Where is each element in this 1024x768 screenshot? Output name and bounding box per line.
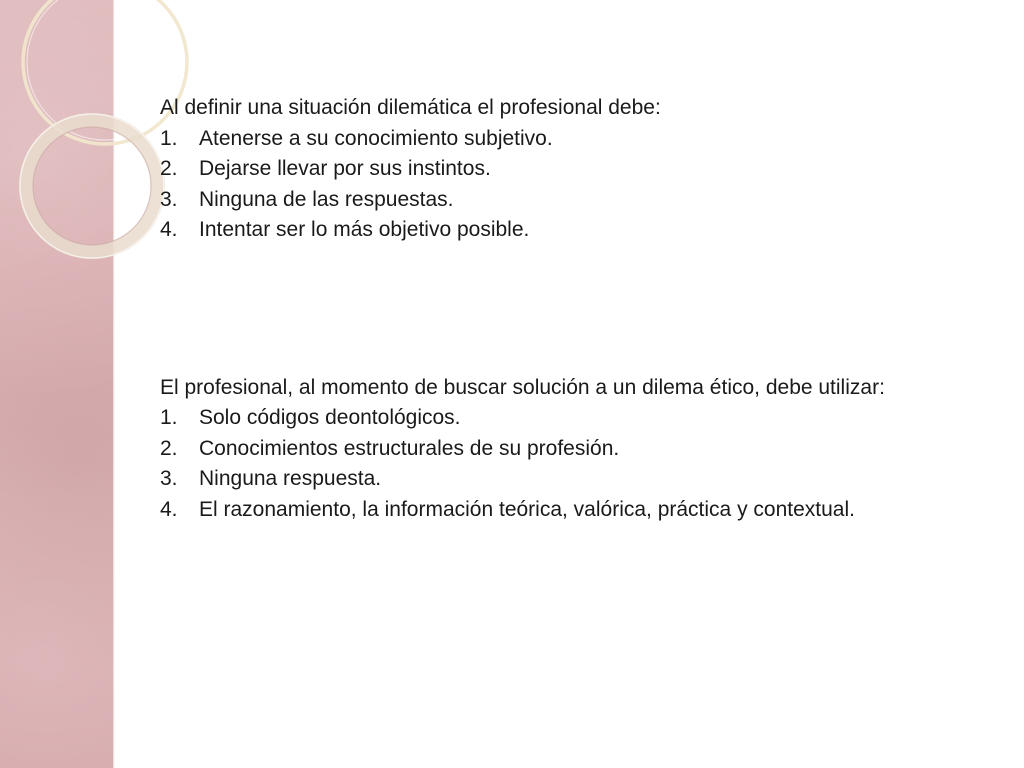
- option-item: [160, 215, 980, 246]
- option-number: 4.: [160, 218, 178, 241]
- option-number: 2.: [160, 436, 178, 460]
- option-item: [160, 464, 980, 495]
- option-number: 1.: [160, 126, 178, 150]
- question-1-options: [160, 124, 980, 246]
- option-text: Ninguna de las respuestas.: [199, 187, 454, 211]
- question-1: [160, 93, 980, 246]
- option-text: Solo códigos deontológicos.: [199, 406, 461, 429]
- option-number: 3.: [160, 187, 178, 211]
- option-item: [160, 403, 980, 434]
- slide-content: [160, 93, 980, 525]
- option-number: 3.: [160, 467, 178, 490]
- question-2-prompt: El profesional, al momento de buscar solución a un dilema ético, debe utilizar:: [160, 375, 885, 399]
- option-text: Atenerse a su conocimiento subjetivo.: [199, 126, 553, 150]
- option-item: [160, 495, 980, 526]
- option-item: [160, 124, 980, 155]
- option-number: 1.: [160, 406, 178, 429]
- option-item: [160, 185, 980, 216]
- option-text: El razonamiento, la información teórica, valórica, práctica y contextual.: [199, 497, 855, 521]
- question-1-prompt: Al definir una situación dilemática el profesional debe:: [160, 96, 661, 119]
- option-text: Dejarse llevar por sus instintos.: [199, 157, 491, 180]
- option-number: 2.: [160, 157, 178, 180]
- ring-bottom: [26, 120, 158, 252]
- option-text: Ninguna respuesta.: [199, 467, 382, 490]
- option-text: Conocimientos estructurales de su profesión.: [199, 436, 620, 460]
- question-2-options: [160, 403, 980, 525]
- option-number: 4.: [160, 497, 178, 521]
- ring-bottom-highlight: [20, 114, 164, 258]
- option-text: Intentar ser lo más objetivo posible.: [199, 218, 530, 241]
- option-item: [160, 154, 980, 185]
- question-2: [160, 373, 980, 526]
- option-item: [160, 434, 980, 465]
